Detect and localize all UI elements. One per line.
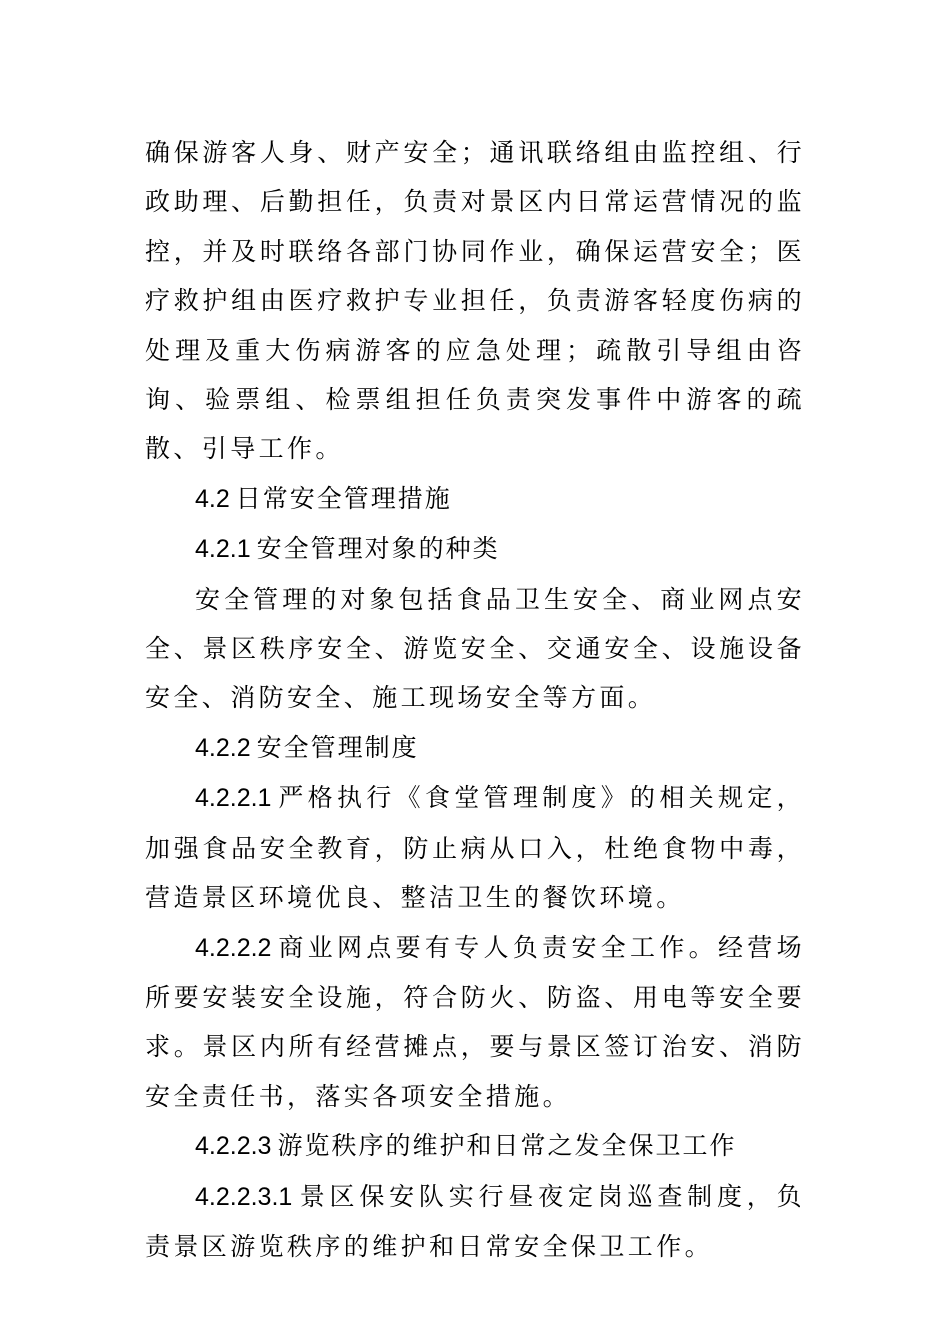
section-number: 4.2 — [195, 484, 230, 513]
heading-text: 安全管理对象的种类 — [256, 534, 500, 564]
section-number: 4.2.2.3.1 — [195, 1182, 293, 1211]
section-number: 4.2.1 — [195, 535, 251, 564]
heading-text: 安全管理制度 — [256, 732, 419, 762]
section-number: 4.2.2.2 — [195, 933, 272, 962]
heading-text: 游览秩序的维护和日常之发全保卫工作 — [277, 1131, 737, 1161]
heading-4-2-2 — [145, 723, 805, 773]
paragraph-emergency-groups: 确保游客人身、财产安全；通讯联络组由监控组、行政助理、后勤担任，负责对景区内日常运营情况的监控，并及时联络各部门协同作业，确保运营安全；医疗救护组由医疗救护专业担任，负责游客轻度伤病的处理及重大伤病游客的应急处理；疏散引导组由咨询、验票组、检票组担任负责突发事件中游客的疏散、引导工作。 — [145, 138, 805, 464]
heading-4-2-1 — [145, 524, 805, 574]
heading-4-2-2-3 — [145, 1121, 805, 1171]
section-number: 4.2.2 — [195, 733, 251, 762]
section-number: 4.2.2.1 — [195, 784, 272, 813]
paragraph-4-2-2-3-1 — [145, 1172, 805, 1272]
heading-4-2 — [145, 474, 805, 524]
paragraph-text: 商业网点要有专人负责安全工作。经营场所要安装安全设施，符合防火、防盗、用电等安全要求。景区内所有经营摊点，要与景区签订治安、消防安全责任书，落实各项安全措施。 — [145, 932, 805, 1111]
paragraph-4-2-2-1 — [145, 773, 805, 922]
paragraph-text: 严格执行《食堂管理制度》的相关规定，加强食品安全教育，防止病从口入，杜绝食物中毒，营造景区环境优良、整洁卫生的餐饮环境。 — [145, 783, 805, 913]
document-page — [145, 128, 805, 1271]
paragraph-management-objects: 安全管理的对象包括食品卫生安全、商业网点安全、景区秩序安全、游览安全、交通安全、设施设备安全、消防安全、施工现场安全等方面。 — [145, 584, 805, 713]
paragraph-4-2-2-2 — [145, 923, 805, 1122]
section-number: 4.2.2.3 — [195, 1132, 272, 1161]
paragraph-text: 景区保安队实行昼夜定岗巡查制度，负责景区游览秩序的维护和日常安全保卫工作。 — [145, 1181, 805, 1261]
heading-text: 日常安全管理措施 — [235, 483, 452, 513]
